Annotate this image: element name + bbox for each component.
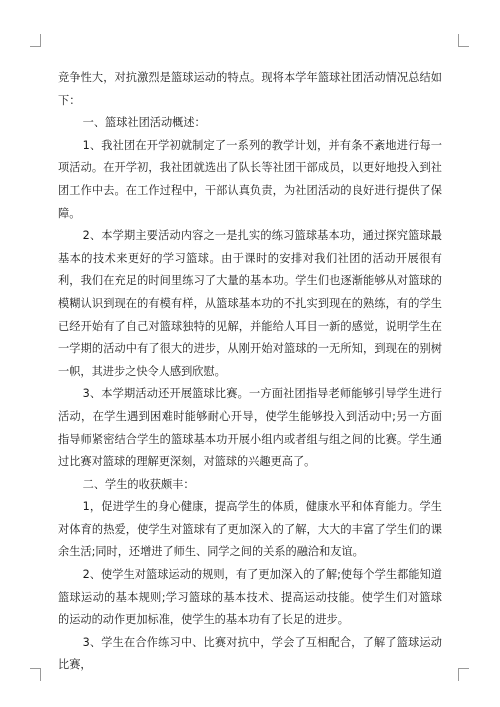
paragraph-overview-2: 2、本学期主要活动内容之一是扎实的练习篮球基本功，通过探究篮球最基本的技术来更好的学习篮球。由于课时的安排对我们社团的活动开展很有利，我们在充足的时间里练习了大量的基本功。学生们也逐渐能够从对篮球的模糊认识到现在的有模有样，从篮球基本功的不扎实到现在的熟练，有的学生已经开始有了自己对篮球独特的见解，并能给人耳目一新的感觉，说明学生在一学期的活动中有了很大的进步，从刚开始对篮球的一无所知，到现在的别树一帜，其进步之快令人感到欣慰。 bbox=[58, 229, 442, 378]
paragraph-overview-3: 3、本学期活动还开展篮球比赛。一方面社团指导老师能够引导学生进行活动，在学生遇到困难时能够耐心开导，使学生能够投入到活动中;另一方面指导师紧密结合学生的篮球基本功开展小组内或者组与组之间的比赛。学生通过比赛对篮球的理解更深刻，对篮球的兴趣更高了。 bbox=[58, 387, 442, 469]
crop-mark-bottom-left bbox=[30, 668, 41, 681]
document-body bbox=[58, 67, 442, 677]
paragraph-intro: 竞争性大，对抗激烈是篮球运动的特点。现将本学年篮球社团活动情况总结如下： bbox=[58, 71, 442, 107]
section-heading-gains: 二、学生的收获颇丰： bbox=[82, 477, 195, 491]
section-heading-overview: 一、篮球社团活动概述： bbox=[82, 116, 206, 130]
crop-mark-top-right bbox=[458, 34, 469, 47]
paragraph-gains-2: 2、使学生对篮球运动的规则，有了更加深入的了解;使每个学生都能知道篮球运动的基本规则;学习篮球的基本技术、提高运动技能。使学生们对篮球的运动的动作更加标准，使学生的基本功有了长足的进步。 bbox=[58, 568, 442, 627]
crop-mark-bottom-right bbox=[458, 668, 469, 681]
paragraph-gains-1: 1，促进学生的身心健康，提高学生的体质，健康水平和体育能力。学生对体育的热爱，使学生对篮球有了更加深入的了解，大大的丰富了学生们的课余生活;同时，还增进了师生、同学之间的关系的融洽和友谊。 bbox=[58, 500, 442, 559]
crop-mark-top-left bbox=[30, 34, 41, 47]
paragraph-gains-3: 3、学生在合作练习中、比赛对抗中，学会了互相配合，了解了篮球运动比赛， bbox=[58, 635, 442, 672]
paragraph-overview-1: 1、我社团在开学初就制定了一系列的教学计划，并有条不紊地进行每一项活动。在开学初，我社团就选出了队长等社团干部成员，以更好地投入到社团工作中去。在工作过程中，干部认真负责，为社团活动的良好进行提供了保障。 bbox=[58, 138, 442, 220]
